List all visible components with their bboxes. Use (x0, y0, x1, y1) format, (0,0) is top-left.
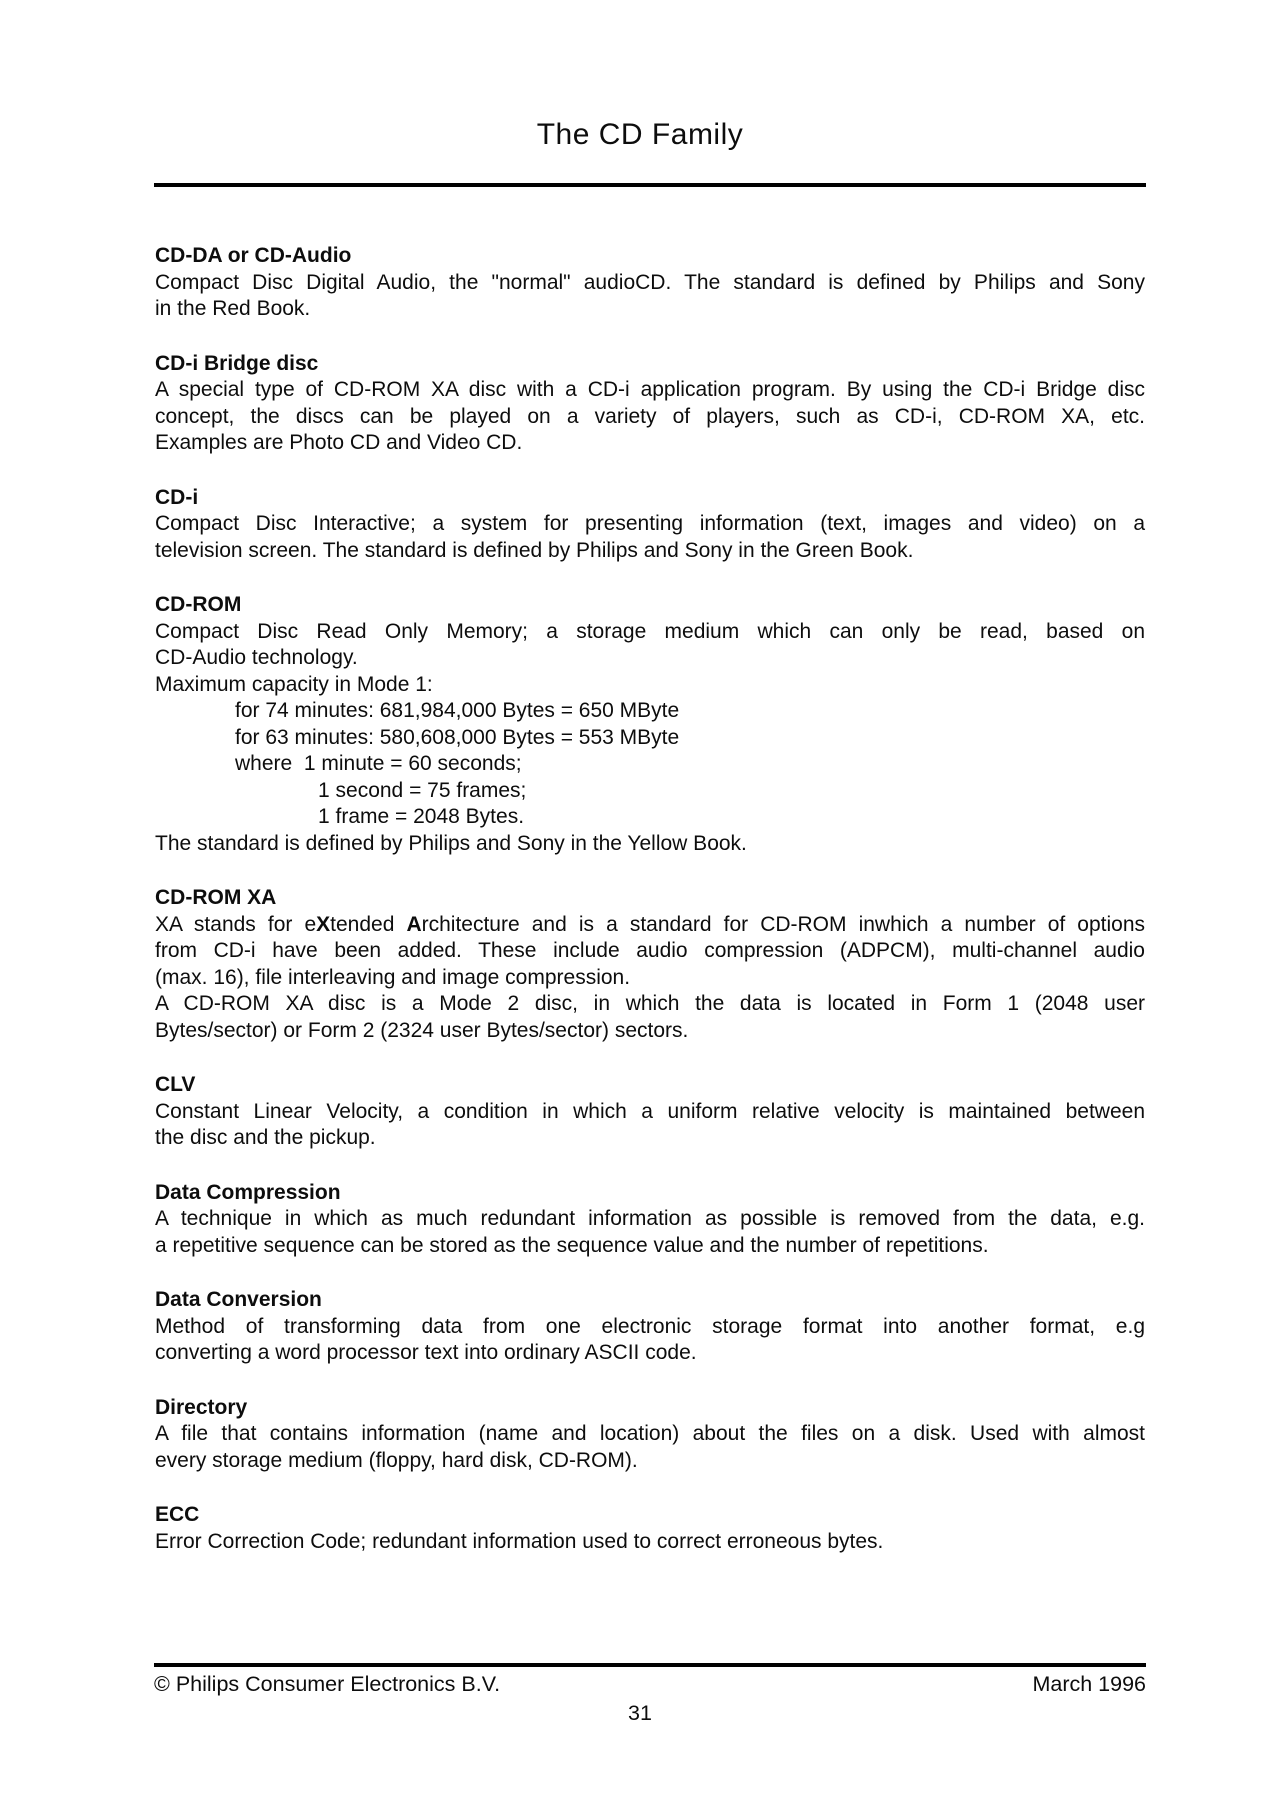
glossary-term: CD-i Bridge disc (155, 351, 319, 375)
glossary (155, 243, 1145, 1555)
glossary-line: CD-Audio technology. (155, 646, 358, 669)
glossary-line: Error Correction Code; redundant information used to correct erroneous bytes. (155, 1529, 884, 1553)
glossary-line: Bytes/sector) or Form 2 (2324 user Bytes/sector) sectors. (155, 1018, 689, 1042)
glossary-line: A CD-ROM XA disc is a Mode 2 disc, in which the data is located in Form 1 (2048 user (155, 992, 1145, 1015)
glossary-entry (155, 351, 1145, 457)
glossary-entry (155, 885, 1145, 1044)
page-number: 31 (628, 1701, 652, 1725)
glossary-entry (155, 592, 1145, 857)
glossary-line: Compact Disc Interactive; a system for presenting information (text, images and video) on a (155, 512, 1145, 535)
glossary-line: Compact Disc Digital Audio, the "normal" audioCD. The standard is defined by Philips and Sony (155, 270, 1145, 294)
glossary-line: The standard is defined by Philips and Sony in the Yellow Book. (155, 831, 747, 855)
page-title: The CD Family (536, 118, 744, 151)
glossary-line: Constant Linear Velocity, a condition in which a uniform relative velocity is maintained between (155, 1099, 1145, 1123)
glossary-term: Data Conversion (155, 1288, 322, 1311)
glossary-line (155, 912, 1145, 939)
glossary-line: every storage medium (floppy, hard disk, CD-ROM). (155, 1448, 638, 1472)
footer-date: March 1996 (1032, 1672, 1146, 1696)
title-divider-rule (154, 183, 1146, 187)
emphasized-letter: X (316, 912, 331, 936)
glossary-line: the disc and the pickup. (155, 1126, 376, 1149)
glossary-term: CD-DA or CD-Audio (155, 244, 352, 267)
glossary-line: converting a word processor text into ordinary ASCII code. (155, 1341, 697, 1364)
glossary-line: A special type of CD-ROM XA disc with a CD-i application program. By using the CD-i Bridge disc (155, 378, 1145, 401)
glossary-line: concept, the discs can be played on a variety of players, such as CD-i, CD-ROM XA, etc. (155, 404, 1145, 428)
emphasized-letter: A (406, 912, 422, 936)
glossary-line: from CD-i have been added. These include audio compression (ADPCM), multi-channel audio (155, 939, 1145, 962)
glossary-term: ECC (155, 1503, 200, 1526)
glossary-entry (155, 1287, 1145, 1367)
glossary-line: 1 frame = 2048 Bytes. (318, 805, 525, 828)
footer-divider-rule (154, 1663, 1146, 1667)
glossary-line: Maximum capacity in Mode 1: (155, 672, 433, 696)
glossary-line: (max. 16), file interleaving and image compression. (155, 965, 631, 989)
glossary-term: CD-i (155, 485, 199, 509)
glossary-line: for 74 minutes: 681,984,000 Bytes = 650 MByte (235, 699, 680, 722)
glossary-entry (155, 1072, 1145, 1152)
glossary-line: A file that contains information (name and location) about the files on a disk. Used with almost (155, 1422, 1145, 1445)
glossary-line: Method of transforming data from one electronic storage format into another format, e.g (155, 1314, 1145, 1338)
glossary-line: where 1 minute = 60 seconds; (235, 752, 522, 775)
glossary-line: for 63 minutes: 580,608,000 Bytes = 553 MByte (235, 725, 680, 749)
glossary-term: Data Compression (155, 1180, 341, 1204)
footer-copyright: © Philips Consumer Electronics B.V. (154, 1672, 501, 1696)
glossary-line: television screen. The standard is defined by Philips and Sony in the Green Book. (155, 538, 914, 562)
glossary-entry (155, 1502, 1145, 1555)
text-segment: rchitecture and is a standard for CD-ROM inwhich a number of options (421, 912, 1145, 936)
glossary-term: Directory (155, 1395, 248, 1419)
text-segment: XA stands for e (155, 912, 317, 936)
glossary-entry (155, 243, 1145, 323)
glossary-line: a repetitive sequence can be stored as the sequence value and the number of repetitions. (155, 1233, 989, 1257)
glossary-line: Compact Disc Read Only Memory; a storage medium which can only be read, based on (155, 619, 1145, 643)
glossary-line: 1 second = 75 frames; (318, 778, 527, 802)
glossary-entry (155, 485, 1145, 565)
glossary-entry (155, 1180, 1145, 1260)
glossary-line: Examples are Photo CD and Video CD. (155, 431, 523, 454)
footer (154, 1672, 1146, 1697)
glossary-line: in the Red Book. (155, 297, 311, 320)
glossary-entry (155, 1395, 1145, 1475)
glossary-term: CD-ROM (155, 593, 242, 616)
glossary-line: A technique in which as much redundant information as possible is removed from the data, e.g. (155, 1207, 1145, 1230)
glossary-term: CLV (155, 1073, 196, 1096)
text-segment: tended (330, 912, 407, 936)
glossary-term: CD-ROM XA (155, 886, 277, 909)
